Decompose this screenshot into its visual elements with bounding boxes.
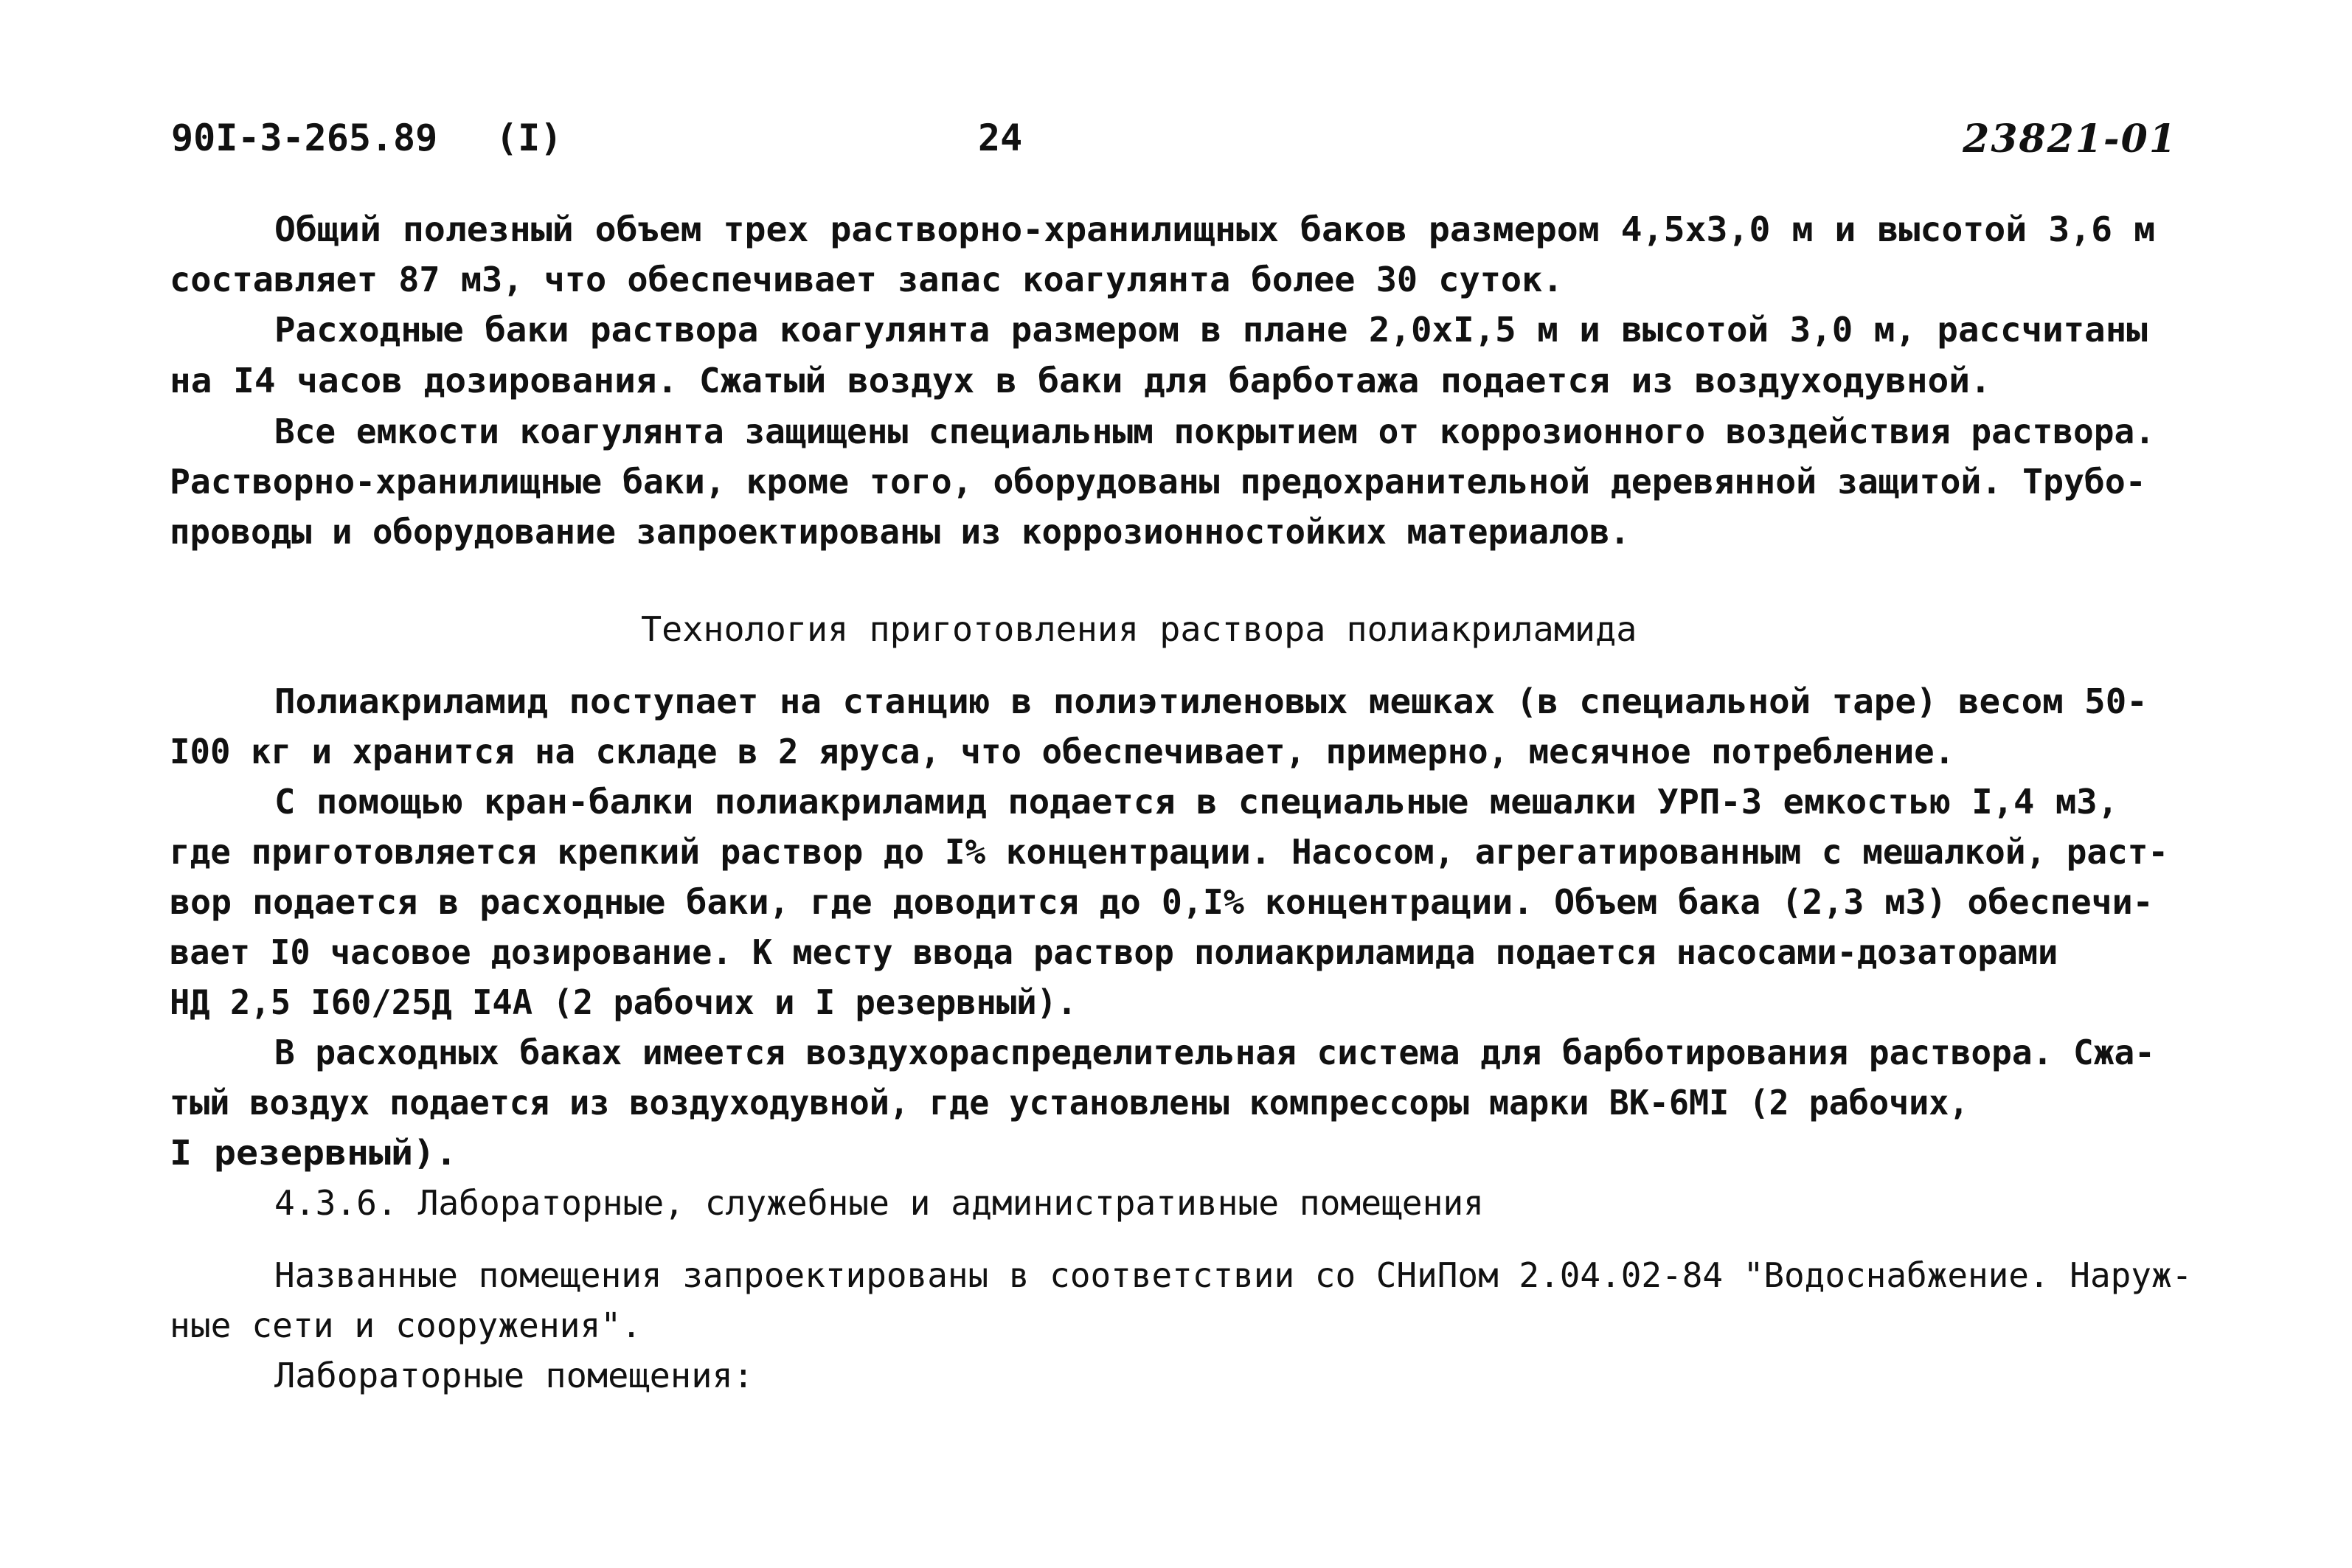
paragraph-1-line-2: составляет 87 м3, что обеспечивает запас коагулянта более 30 суток. bbox=[170, 260, 1564, 299]
paragraph-3-line-3: проводы и оборудование запроектированы из коррозионностойких материалов. bbox=[170, 512, 1630, 552]
subsection-heading: Технология приготовления раствора полиакриламида bbox=[641, 609, 1637, 649]
document-part: (I) bbox=[496, 117, 563, 159]
paragraph-4-line-2: I00 кг и хранится на складе в 2 яруса, что обеспечивает, примерно, месячное потребление. bbox=[170, 732, 1955, 771]
paragraph-5-line-3: вор подается в расходные баки, где доводится до 0,I% концентрации. Объем бака (2,3 м3) обеспечи- bbox=[170, 882, 2154, 922]
paragraph-6-line-1: В расходных баках имеется воздухораспределительная система для барботирования раствора. Сжа- bbox=[274, 1033, 2155, 1072]
paragraph-8-line-1: Лабораторные помещения: bbox=[274, 1356, 754, 1395]
paragraph-6-line-2: тый воздух подается из воздуходувной, где установлены компрессоры марки ВК-6МI (2 рабочих, bbox=[170, 1083, 1969, 1123]
paragraph-1-line-1: Общий полезный объем трех растворно-хранилищных баков размером 4,5х3,0 м и высотой 3,6 м bbox=[274, 209, 2156, 249]
paragraph-4-line-1: Полиакриламид поступает на станцию в полиэтиленовых мешках (в специальной таре) весом 50- bbox=[274, 681, 2148, 721]
paragraph-7-line-1: Названные помещения запроектированы в соответствии со СНиПом 2.04.02-84 "Водоснабжение. Наруж- bbox=[274, 1255, 2193, 1295]
section-title: 4.3.6. Лабораторные, служебные и административные помещения bbox=[274, 1183, 1484, 1223]
paragraph-7-line-2: ные сети и сооружения". bbox=[170, 1305, 642, 1345]
paragraph-3-line-2: Растворно-хранилищные баки, кроме того, оборудованы предохранительной деревянной защитой. Трубо- bbox=[170, 462, 2146, 502]
paragraph-5-line-1: С помощью кран-балки полиакриламид подается в специальные мешалки УРП-3 емкостью I,4 м3, bbox=[274, 782, 2119, 822]
paragraph-5-line-4: вает I0 часовое дозирование. К месту ввода раствор полиакриламида подается насосами-дозаторами bbox=[170, 932, 2058, 972]
document-code: 90I-3-265.89 bbox=[171, 117, 438, 159]
paragraph-2-line-2: на I4 часов дозирования. Сжатый воздух в баки для барботажа подается из воздуходувной. bbox=[170, 361, 1991, 400]
paragraph-2-line-1: Расходные баки раствора коагулянта размером в плане 2,0хI,5 м и высотой 3,0 м, расcчитаны bbox=[274, 310, 2148, 350]
paragraph-3-line-1: Все емкости коагулянта защищены специальным покрытием от коррозионного воздействия раствора. bbox=[274, 412, 2155, 451]
page-header bbox=[171, 117, 2177, 168]
page-number: 24 bbox=[978, 117, 1023, 159]
paragraph-6-line-3: I резервный). bbox=[170, 1133, 458, 1173]
handwritten-number: 23821-01 bbox=[1963, 117, 2177, 162]
paragraph-5-line-2: где приготовляется крепкий раствор до I% концентрации. Насосом, агрегатированным с мешалкой, раст- bbox=[170, 832, 2169, 872]
paragraph-5-line-5: НД 2,5 I60/25Д I4А (2 рабочих и I резервный). bbox=[170, 982, 1078, 1022]
